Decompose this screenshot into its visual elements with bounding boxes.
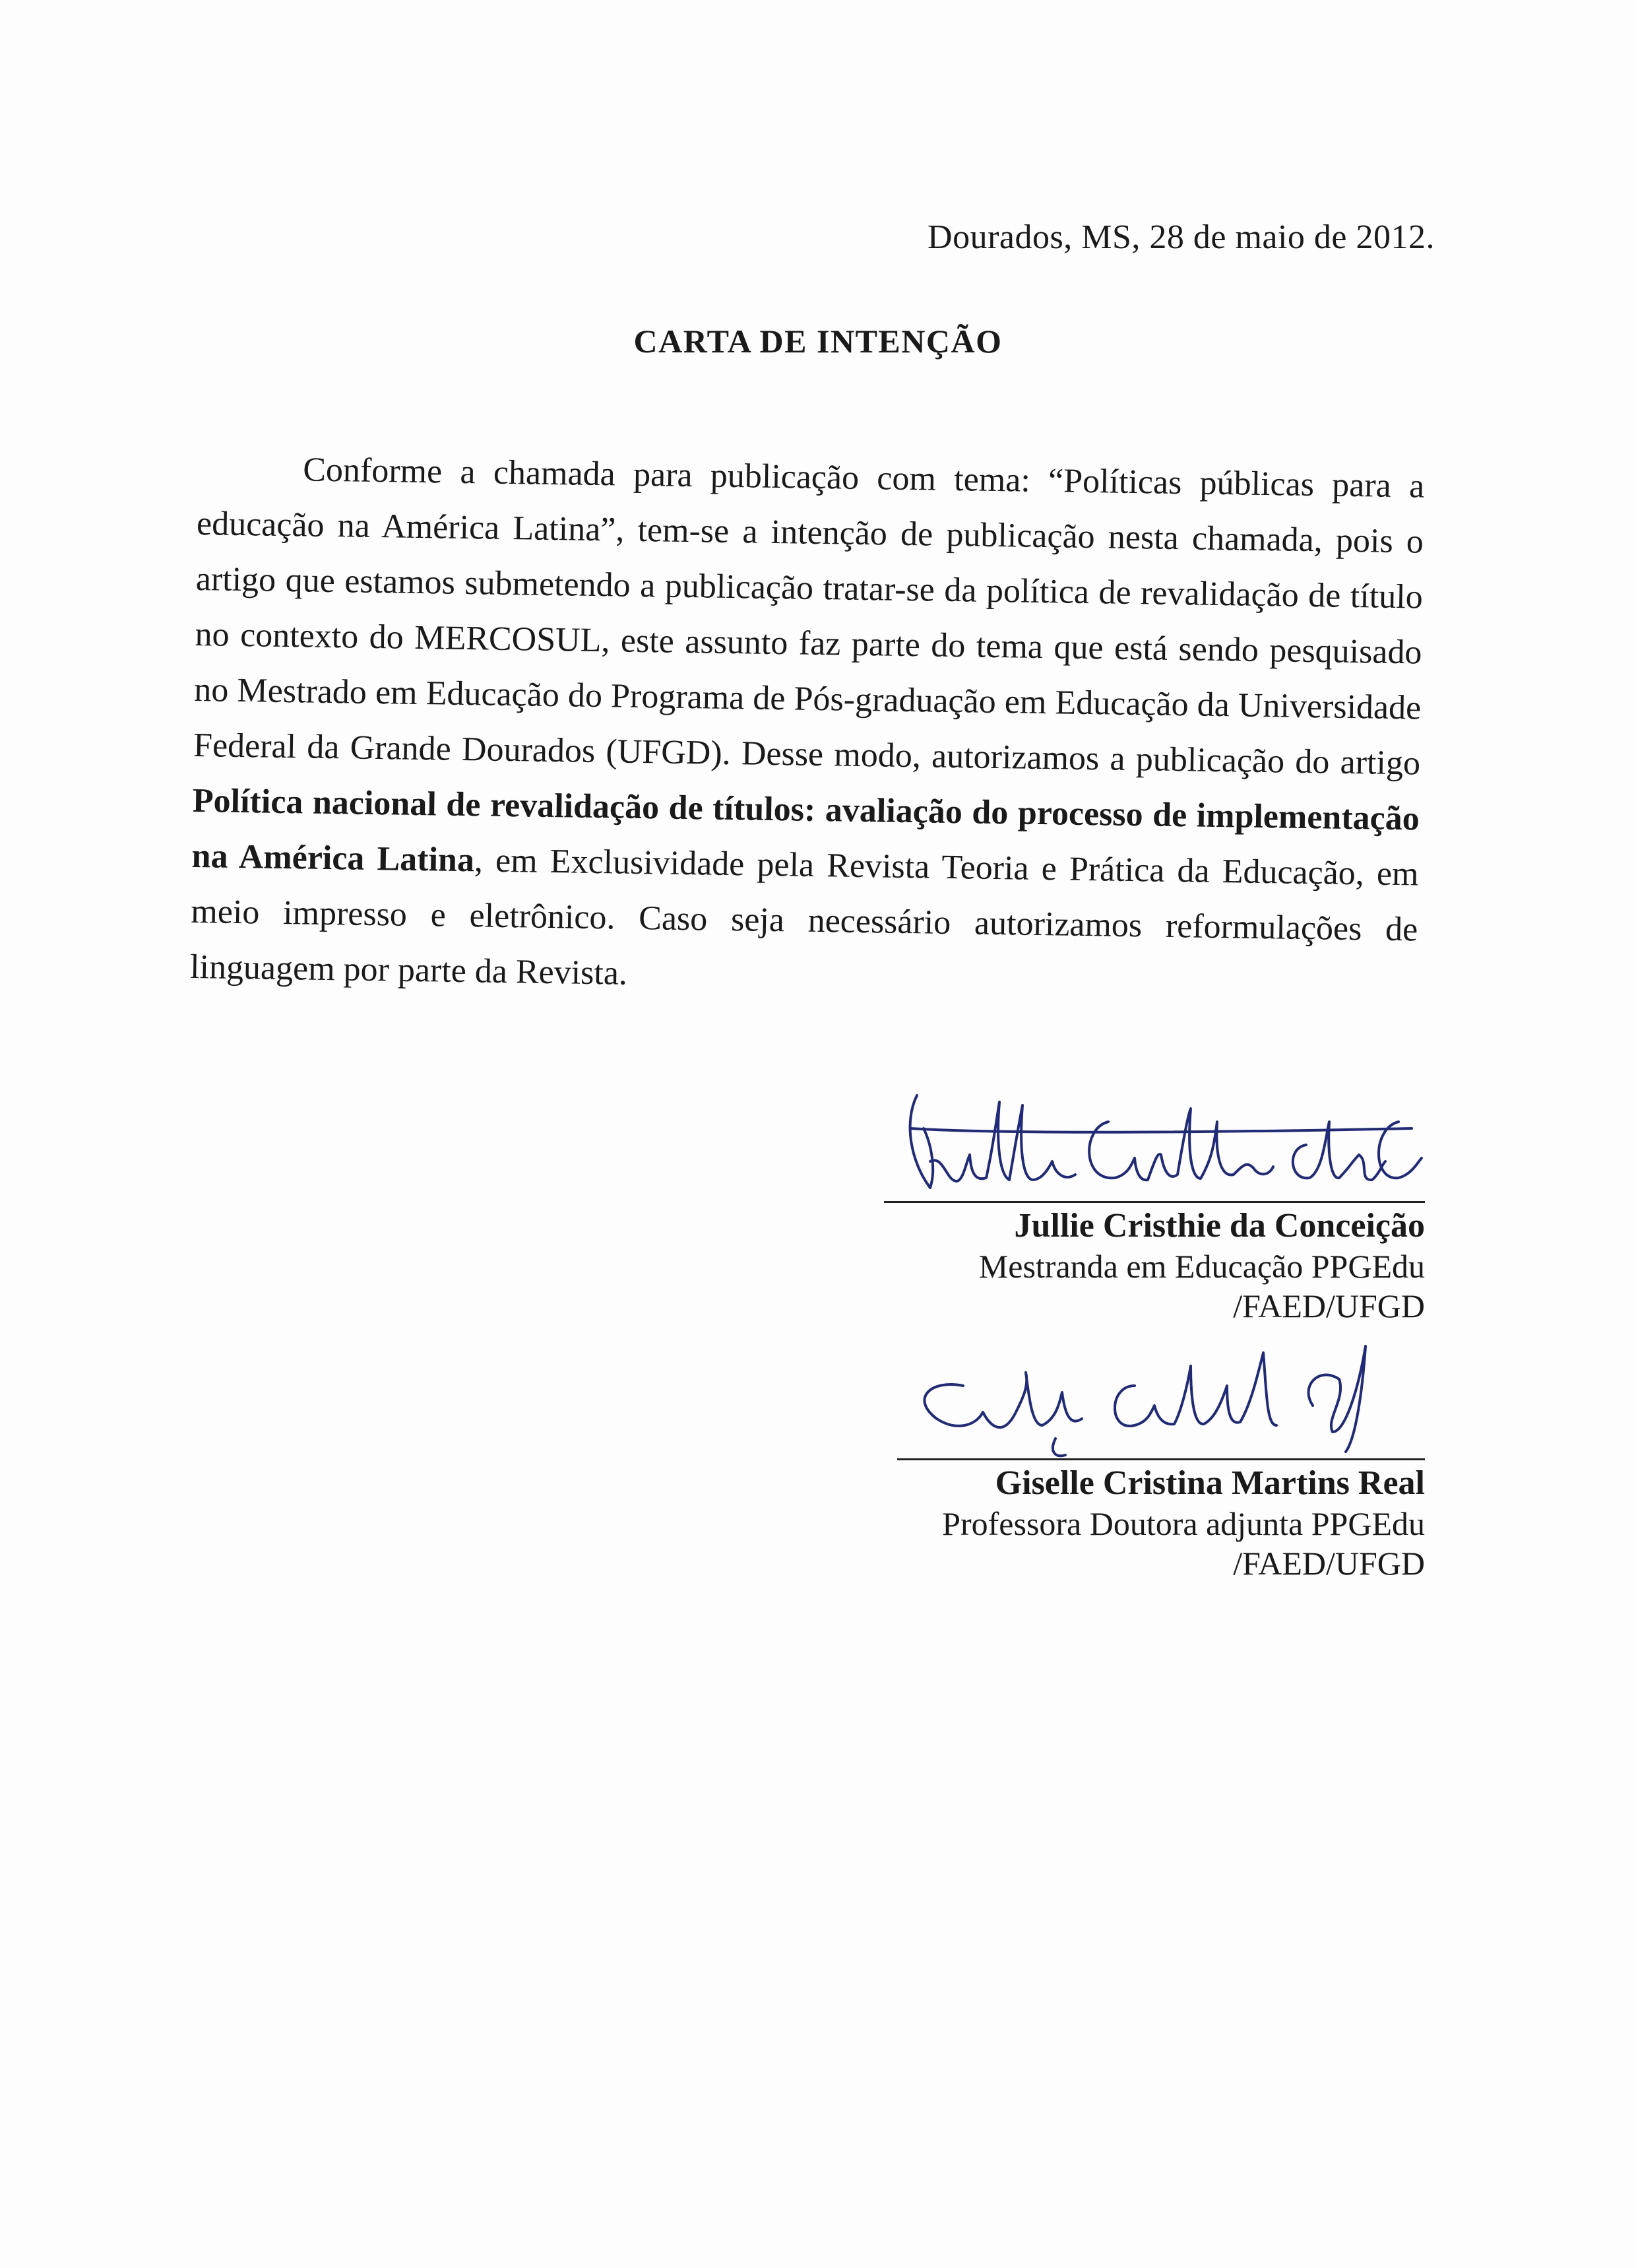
signer-name-student: Jullie Cristhie da Conceição bbox=[1014, 1207, 1425, 1245]
signer-role-professor: Professora Doutora adjunta PPGEdu /FAED/UFGD bbox=[942, 1505, 1425, 1582]
paragraph-intro: Conforme a chamada para publicação com tema: “Políticas públicas para a educação na América Latina”, tem-se a intenção de publicação nesta chamada, pois o artigo que estamos submetendo a publicação tratar-se da política de revalidação de título no contexto do MERCOSUL, este assunto faz parte do tema que está sendo pesquisado no Mestrado em Educação do Programa de Pós-graduação em Educação da Universidade Federal da Grande Dourados (UFGD). Desse modo, autorizamos a publicação do artigo bbox=[193, 451, 1425, 783]
signature-line-professor bbox=[897, 1458, 1425, 1460]
signer-name-professor: Giselle Cristina Martins Real bbox=[995, 1464, 1425, 1502]
article-title: Política nacional de revalidação de títulos: avaliação do processo de implementação na América Latina bbox=[191, 781, 1420, 880]
handwritten-signature-student bbox=[831, 1082, 1425, 1201]
letter-title: CARTA DE INTENÇÃO bbox=[633, 323, 1003, 360]
signature-block-student bbox=[831, 1082, 1425, 1326]
handwritten-signature-professor bbox=[765, 1326, 1425, 1458]
signer-role-student: Mestranda em Educação PPGEdu /FAED/UFGD bbox=[978, 1248, 1425, 1324]
signature-line-student bbox=[884, 1201, 1425, 1203]
date-line: Dourados, MS, 28 de maio de 2012. bbox=[928, 218, 1435, 256]
paragraph-outro: , em Exclusividade pela Revista Teoria e Prática da Educação, em meio impresso e eletrônico. Caso seja necessário autorizamos reformulações de linguagem por parte da Revista. bbox=[189, 841, 1419, 992]
body-paragraph bbox=[190, 441, 1425, 1014]
letter-body bbox=[190, 441, 1425, 1014]
signature-block-professor bbox=[765, 1326, 1425, 1583]
